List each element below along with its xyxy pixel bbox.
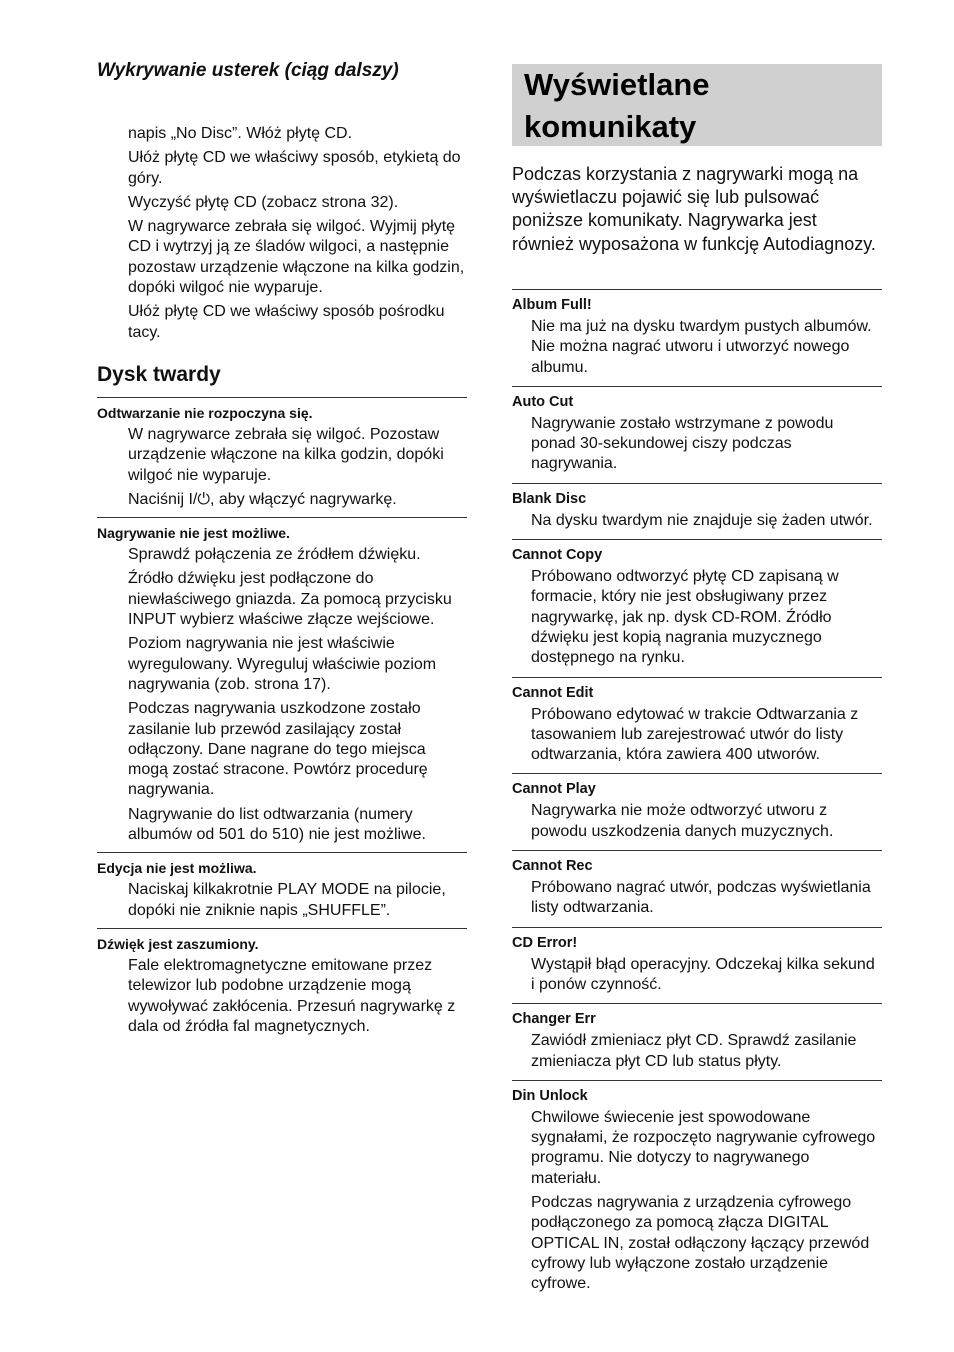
entry-title: Odtwarzanie nie rozpoczyna się. bbox=[97, 405, 313, 421]
message-entry bbox=[512, 927, 882, 1004]
page-title: Wyświetlane komunikaty bbox=[524, 67, 710, 144]
message-entry bbox=[512, 289, 882, 386]
entry-body bbox=[97, 425, 467, 510]
message-entry bbox=[512, 386, 882, 483]
message-title: CD Error! bbox=[512, 934, 578, 951]
message-title: Din Unlock bbox=[512, 1087, 588, 1104]
message-body bbox=[512, 317, 882, 378]
entry-paragraph: Naciskaj kilkakrotnie PLAY MODE na pilocie, dopóki nie zniknie napis „SHUFFLE”. bbox=[128, 881, 446, 919]
troubleshooting-entry bbox=[97, 517, 467, 852]
message-entry bbox=[512, 483, 882, 539]
entry-body bbox=[97, 956, 467, 1037]
lead-paragraphs bbox=[128, 124, 468, 347]
message-paragraph: Próbowano odtworzyć płytę CD zapisaną w formacie, który nie jest obsługiwany przez nagrywarkę, jak np. dysk CD-ROM. Źródło dźwięku jest kopią nagrania muzycznego dostępnego na rynku. bbox=[531, 568, 839, 667]
message-title: Auto Cut bbox=[512, 393, 574, 410]
message-body bbox=[512, 801, 882, 842]
message-title: Cannot Edit bbox=[512, 684, 594, 701]
troubleshooting-entry bbox=[97, 852, 467, 928]
message-title: Blank Disc bbox=[512, 490, 587, 507]
message-paragraph: Zawiódł zmieniacz płyt CD. Sprawdź zasilanie zmieniacza płyt CD lub status płyty. bbox=[531, 1032, 857, 1070]
message-title: Cannot Copy bbox=[512, 547, 603, 564]
entry-paragraph: Poziom nagrywania nie jest właściwie wyregulowany. Wyreguluj właściwie poziom nagrywania (zob. strona 17). bbox=[128, 635, 437, 693]
message-body bbox=[512, 705, 882, 766]
message-body bbox=[512, 955, 882, 996]
message-title: Cannot Rec bbox=[512, 858, 593, 875]
message-body bbox=[512, 1031, 882, 1072]
entry-body bbox=[97, 545, 467, 845]
message-entry bbox=[512, 539, 882, 676]
message-entry bbox=[512, 773, 882, 850]
entry-body bbox=[97, 880, 467, 921]
message-entry bbox=[512, 1080, 882, 1303]
entry-paragraph: Naciśnij I/⏻, aby włączyć nagrywarkę. bbox=[128, 490, 397, 508]
lead-paragraph: Wyczyść płytę CD (zobacz strona 32). bbox=[128, 193, 399, 211]
message-title: Album Full! bbox=[512, 297, 592, 313]
message-paragraph: Wystąpił błąd operacyjny. Odczekaj kilka sekund i ponów czynność. bbox=[531, 955, 875, 993]
message-paragraph: Nagrywarka nie może odtworzyć utworu z powodu uszkodzenia danych muzycznych. bbox=[531, 802, 834, 840]
troubleshooting-entry bbox=[97, 928, 467, 1044]
entry-paragraph: Nagrywanie do list odtwarzania (numery albumów od 501 do 510) nie jest możliwe. bbox=[128, 805, 426, 844]
entry-paragraph: Źródło dźwięku jest podłączone do niewłaściwego gniazda. Za pomocą przycisku INPUT wybierz właściwe złącze wejściowe. bbox=[128, 570, 452, 629]
message-body bbox=[512, 511, 882, 531]
messages-list bbox=[512, 289, 882, 1303]
lead-paragraph: napis „No Disc”. Włóż płytę CD. bbox=[128, 125, 353, 142]
entry-title: Dźwięk jest zaszumiony. bbox=[97, 935, 259, 952]
message-paragraph: Nie ma już na dysku twardym pustych albumów. Nie można nagrać utworu i utworzyć nowego albumu. bbox=[531, 318, 872, 376]
message-paragraph: Nagrywanie zostało wstrzymane z powodu ponad 30-sekundowej ciszy podczas nagrywania. bbox=[531, 414, 834, 473]
message-body bbox=[512, 414, 882, 475]
entry-title: Nagrywanie nie jest możliwe. bbox=[97, 525, 290, 542]
continued-section-title: Wykrywanie usterek (ciąg dalszy) bbox=[97, 60, 399, 81]
lead-paragraph: Ułóż płytę CD we właściwy sposób, etykietą do góry. bbox=[128, 149, 461, 187]
entry-paragraph: Fale elektromagnetyczne emitowane przez telewizor lub podobne urządzenie mogą wywoływać zakłócenia. Przesuń nagrywarkę z dala od źródła fal magnetycznych. bbox=[128, 956, 456, 1035]
entry-paragraph: W nagrywarce zebrała się wilgoć. Pozostaw urządzenie włączone na kilka godzin, dopóki wilgoć nie wyparuje. bbox=[128, 426, 444, 484]
message-paragraph: Chwilowe świecenie jest spowodowane sygnałami, że rozpoczęto nagrywanie cyfrowego programu. Nie dotyczy to nagrywanego materiału. bbox=[531, 1108, 876, 1187]
entry-title: Edycja nie jest możliwa. bbox=[97, 860, 257, 877]
message-entry bbox=[512, 677, 882, 774]
section-header-box bbox=[512, 64, 882, 146]
message-paragraph: Na dysku twardym nie znajduje się żaden utwór. bbox=[531, 511, 873, 529]
message-paragraph: Próbowano nagrać utwór, podczas wyświetlania listy odtwarzania. bbox=[531, 879, 871, 917]
message-body bbox=[512, 878, 882, 919]
entry-paragraph: Podczas nagrywania uszkodzone zostało zasilanie lub przewód zasilający został odłączony. Dane nagrane do tego miejsca mogą zostać stracone. Powtórz procedurę nagrywania. bbox=[128, 700, 428, 799]
entry-paragraph: Sprawdź połączenia ze źródłem dźwięku. bbox=[128, 546, 421, 564]
message-body bbox=[512, 567, 882, 668]
troubleshooting-entry bbox=[97, 397, 467, 517]
message-entry bbox=[512, 1003, 882, 1080]
message-entry bbox=[512, 850, 882, 927]
troubleshooting-list bbox=[97, 397, 467, 1044]
lead-paragraph: Ułóż płytę CD we właściwy sposób pośrodku tacy. bbox=[128, 303, 445, 341]
message-body bbox=[512, 1108, 882, 1295]
message-title: Changer Err bbox=[512, 1011, 596, 1028]
message-title: Cannot Play bbox=[512, 781, 596, 798]
section-heading-hard-disk: Dysk twardy bbox=[97, 363, 221, 386]
lead-paragraph: W nagrywarce zebrała się wilgoć. Wyjmij płytę CD i wytrzyj ją ze śladów wilgoci, a następnie pozostaw urządzenie włączone na kilka godzin, dopóki wilgoć nie wyparuje. bbox=[128, 218, 465, 297]
message-paragraph: Podczas nagrywania z urządzenia cyfrowego podłączonego za pomocą złącza DIGITAL OPTICAL IN, został odłączony łączący przewód cyfrowy lub wyłączone zostało urządzenie cyfrowe. bbox=[531, 1194, 870, 1293]
intro-paragraph: Podczas korzystania z nagrywarki mogą na wyświetlaczu pojawić się lub pulsować poniższe komunikaty. Nagrywarka jest również wyposażona w funkcję Autodiagnozy. bbox=[512, 164, 876, 254]
message-paragraph: Próbowano edytować w trakcie Odtwarzania z tasowaniem lub zarejestrować utwór do listy odtwarzania, która zawiera 400 utworów. bbox=[531, 705, 859, 764]
